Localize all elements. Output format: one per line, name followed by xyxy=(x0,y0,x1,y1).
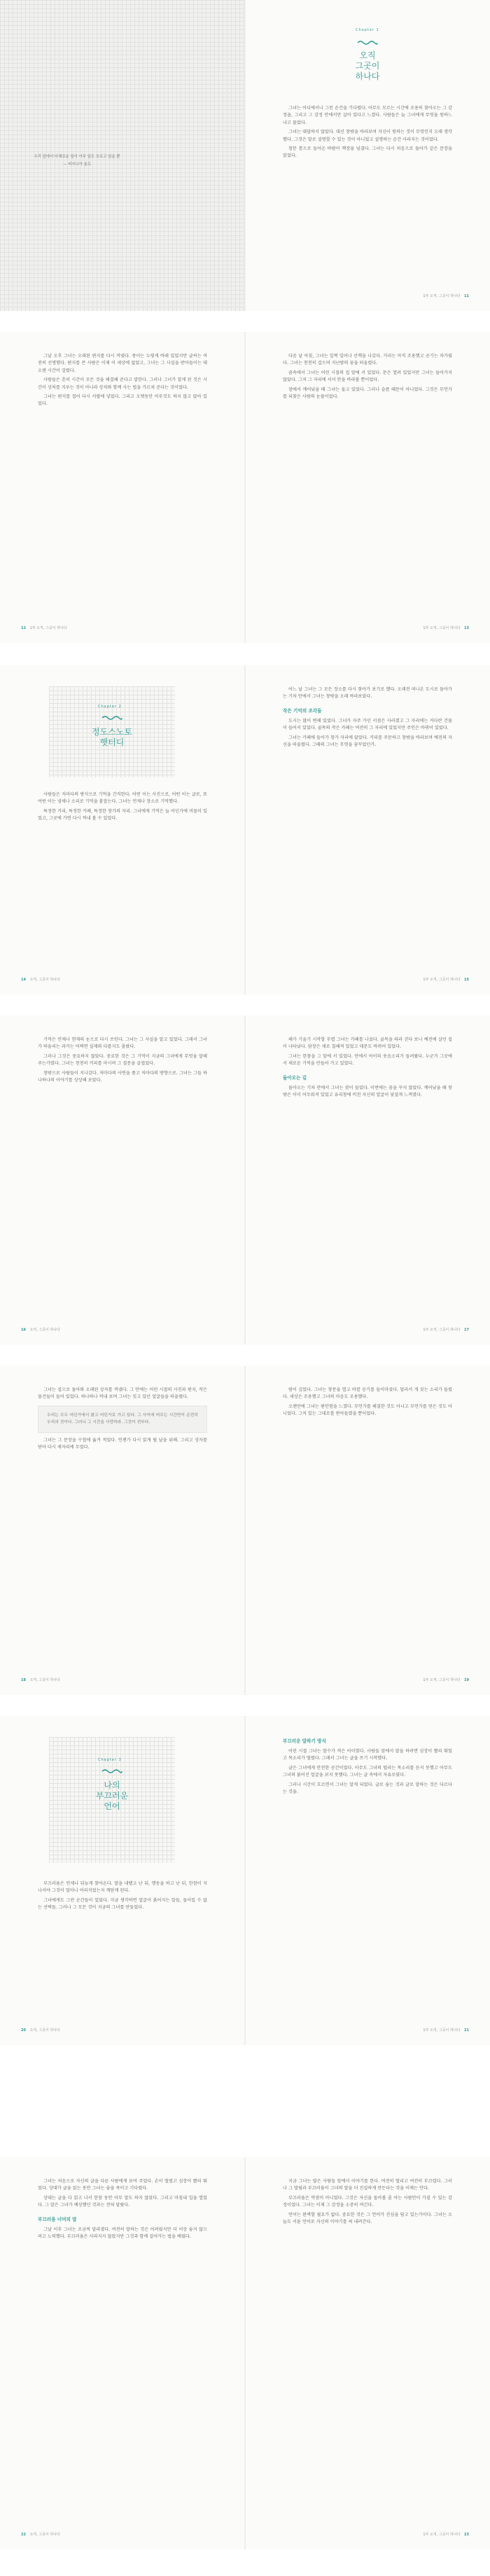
paragraph: 상대는 글을 다 읽고 나서 한참 동안 아무 말도 하지 않았다. 그리고 마침내 입을 열었다. 그 말은 그녀가 예상했던 것과는 전혀 달랐다. xyxy=(38,2195,207,2208)
page-number: 14 xyxy=(21,978,26,982)
chapter-title-line-2: 햇터디 xyxy=(99,738,125,747)
right-page xyxy=(245,332,490,643)
running-head: 1부 오직, 그곳이 하나다 xyxy=(423,1678,461,1682)
page-footer xyxy=(21,1327,60,1332)
spine xyxy=(244,1716,246,2045)
body-text xyxy=(38,1387,207,1451)
paragraph: 돌아오는 기차 안에서 그녀는 잠이 들었다. 이번에는 꿈을 꾸지 않았다. 깨어났을 때 창밖은 이미 어두워져 있었고 유리창에 비친 자신의 얼굴이 낯설게 느껴졌다. xyxy=(283,1085,452,1098)
page-number: 20 xyxy=(21,2028,26,2033)
paragraph: 꿈속에서 그녀는 어린 시절의 집 앞에 서 있었다. 문은 열려 있었지만 그녀는 들어가지 않았다. 그저 그 자리에 서서 안을 바라볼 뿐이었다. xyxy=(283,370,452,383)
chapter-1-page xyxy=(245,0,490,311)
paragraph: 도시는 많이 변해 있었다. 그녀가 자주 가던 서점은 사라졌고 그 자리에는 커다란 건물이 들어서 있었다. 골목의 작은 카페는 여전히 그 자리에 있었지만 주인은 바뀌어 있었다. xyxy=(283,718,452,731)
paragraph: 어린 시절 그녀는 말수가 적은 아이였다. 사람들 앞에서 말을 하려면 심장이 빨리 뛰었고 목소리가 떨렸다. 그래서 그녀는 글을 쓰기 시작했다. xyxy=(283,1749,452,1761)
body-text xyxy=(283,1737,452,1796)
right-page xyxy=(245,1716,490,2045)
page-number: 22 xyxy=(21,2533,26,2537)
chapter-title xyxy=(63,1780,161,1812)
paragraph: 사람들은 흔히 시간이 모든 것을 해결해 준다고 말한다. 그러나 그녀가 알게 된 것은 시간이 상처를 지우는 것이 아니라 상처와 함께 사는 법을 가르쳐 준다는 것이었다. xyxy=(38,378,207,390)
running-head: 1부 오직, 그곳이 하나다 xyxy=(423,2533,461,2537)
paragraph: 잠에서 깨어났을 때 그녀는 울고 있었다. 그러나 슬픔 때문이 아니었다. 그것은 무언가를 되찾은 사람의 눈물이었다. xyxy=(283,387,452,400)
page-number: 17 xyxy=(464,1328,469,1332)
chapter-title-line-3: 하나다 xyxy=(355,71,380,81)
paragraph: 그녀는 어디에서나 그런 순간을 기다렸다. 아무도 모르는 시간에 조용히 찾아오는 그 감정을, 그리고 그 감정 안에서만 살아 있다고 느꼈다. 사람들은 늘 그녀에게 무엇을 원하느냐고 물었다. xyxy=(283,106,452,125)
spine xyxy=(244,1016,246,1345)
paragraph: 그녀에게도 그런 순간들이 있었다. 지금 생각하면 얼굴이 붉어지는 말들, 돌이킬 수 없는 선택들. 그러나 그 모든 것이 지금의 그녀를 만들었다. xyxy=(38,1897,207,1911)
running-head: 1부 오직, 그곳이 하나다 xyxy=(423,626,461,630)
epigraph-page xyxy=(0,0,245,311)
running-head: 오직, 그곳이 하나다 xyxy=(29,978,60,982)
body-text xyxy=(283,2178,452,2226)
paragraph: 어느 날 그녀는 그 모든 장소를 다시 찾아가 보기로 했다. 오래전 떠나온 도시로 돌아가는 기차 안에서 그녀는 창밖을 오래 바라보았다. xyxy=(283,687,452,700)
page-footer xyxy=(21,2532,60,2537)
paragraph: 오랜만에 그녀는 편안함을 느꼈다. 무언가를 해결한 것도 아니고 무언가를 얻은 것도 아니었다. 그저 있는 그대로를 받아들였을 뿐이었다. xyxy=(283,1404,452,1417)
spread-5 xyxy=(0,1366,490,1695)
paragraph: 그녀는 집으로 돌아와 오래된 상자를 꺼냈다. 그 안에는 어린 시절의 사진과 편지, 작은 물건들이 들어 있었다. 하나하나 꺼내 보며 그녀는 잊고 있던 얼굴들을 떠올렸다. xyxy=(38,1387,207,1400)
body-text xyxy=(283,686,452,749)
spread-3 xyxy=(0,665,490,995)
section-heading: 부끄러운 말하기 방식 xyxy=(283,1738,326,1744)
paragraph: 그녀는 편지를 접어 다시 서랍에 넣었다. 그리고 오랫동안 아무것도 하지 않고 앉아 있었다. xyxy=(38,394,207,407)
chapter-title-line-2: 부끄러운 xyxy=(95,1791,129,1801)
chapter-title xyxy=(318,50,416,82)
page-number: 12 xyxy=(21,626,26,630)
left-page xyxy=(0,1366,245,1695)
paragraph: 그러나 그것은 중요하지 않았다. 중요한 것은 그 기억이 지금의 그녀에게 무엇을 말해 주는가였다. 그녀는 천천히 커피를 마시며 그 질문을 곱씹었다. xyxy=(38,1053,207,1067)
chapter-label: Chapter 3 xyxy=(98,1758,122,1762)
page-footer xyxy=(423,2028,469,2033)
page-footer xyxy=(423,1677,469,1682)
running-head: 오직, 그곳이 하나다 xyxy=(29,1678,60,1682)
paragraph: 창밖으로 사람들이 지나갔다. 저마다의 사연을 품고 저마다의 방향으로. 그녀는 그들 하나하나의 이야기를 상상해 보았다. xyxy=(38,1070,207,1083)
chapter-title xyxy=(63,727,161,748)
chapter-title-line-1: 정도스노토 xyxy=(92,727,132,737)
spine xyxy=(244,0,246,311)
spine xyxy=(244,332,246,643)
page-footer xyxy=(21,977,60,982)
paragraph: 부끄러움은 약점이 아니었다. 그것은 자신을 돌아볼 줄 아는 사람만이 가질 수 있는 감정이었다. 그녀는 이제 그 감정을 소중히 여긴다. xyxy=(283,2195,452,2208)
page-footer xyxy=(21,2028,60,2033)
wave-ornament-icon xyxy=(102,1768,122,1775)
chapter-label: Chapter 1 xyxy=(356,28,379,32)
paragraph: 기억은 언제나 현재의 눈으로 다시 쓰인다. 그녀는 그 사실을 알고 있었다. 그래서 그녀가 떠올리는 과거는 어쩌면 실제와 다를지도 몰랐다. xyxy=(38,1037,207,1050)
paragraph: 밤이 깊었다. 그녀는 창문을 열고 바깥 공기를 들이마셨다. 멀리서 개 짖는 소리가 들렸다. 세상은 조용했고 그녀의 마음도 조용했다. xyxy=(283,1387,452,1400)
epigraph xyxy=(28,154,126,168)
body-text xyxy=(283,353,452,401)
epigraph-author: — 버지니아 울프 xyxy=(62,162,92,167)
quote-text: 우리는 모두 어딘가에서 왔고 어딘가로 가고 있다. 그 사이에 머무는 시간만이 온전히 우리의 것이다. 그러니 그 시간을 사랑하라. 그것이 전부다. xyxy=(47,1413,198,1425)
left-page xyxy=(0,2157,245,2549)
paragraph: 그날 오후 그녀는 오래된 편지를 다시 꺼냈다. 종이는 누렇게 바래 있었지만 글씨는 여전히 선명했다. 편지를 쓴 사람은 이제 이 세상에 없었고, 그녀는 그 사실을 받아들이는 데 오랜 시간이 걸렸다. xyxy=(38,354,207,373)
page-number: 16 xyxy=(21,1328,26,1332)
paragraph: 그녀는 한참을 그 앞에 서 있었다. 안에서 아이의 웃음소리가 들려왔다. 누군가 그곳에서 새로운 기억을 만들어 가고 있었다. xyxy=(283,1053,452,1067)
body-text xyxy=(38,353,207,408)
paragraph: 그녀는 대답하지 않았다. 대신 창밖을 바라보며 자신이 원하는 것이 무엇인지 오래 생각했다. 그것은 말로 설명할 수 있는 것이 아니었고 설명하는 순간 사라지는 것이었다. xyxy=(283,130,452,142)
paragraph: 언어는 완벽할 필요가 없다. 중요한 것은 그 언어가 진심을 담고 있는가이다. 그녀는 오늘도 서툰 언어로 자신의 이야기를 써 내려간다. xyxy=(283,2212,452,2225)
page-footer xyxy=(423,2532,469,2537)
page-number: 15 xyxy=(464,978,469,982)
body-text xyxy=(283,1037,452,1099)
wave-ornament-icon xyxy=(102,714,122,721)
page-footer xyxy=(21,625,67,630)
spread-6 xyxy=(0,1716,490,2045)
right-page xyxy=(245,1016,490,1345)
spread-7 xyxy=(0,2157,490,2549)
right-page xyxy=(245,2157,490,2549)
chapter-2-page xyxy=(0,665,245,995)
spine xyxy=(244,1366,246,1695)
spread-2 xyxy=(0,332,490,643)
running-head: 오직, 그곳이 하나다 xyxy=(29,2533,60,2537)
section-heading: 작은 기억의 조각들 xyxy=(283,707,322,714)
body-text xyxy=(38,1037,207,1084)
page-number: 21 xyxy=(464,2028,469,2033)
section-heading: 부끄러움 너머의 말 xyxy=(38,2216,77,2222)
body-text xyxy=(38,2178,207,2241)
page-footer xyxy=(423,625,469,630)
epigraph-quote: 우리 앞에서 다채로운 일이 아무 일도 모르고 있을 뿐 xyxy=(34,155,120,159)
right-page xyxy=(245,665,490,995)
spread-4 xyxy=(0,1016,490,1345)
page-footer xyxy=(423,1327,469,1332)
paragraph: 다음 날 아침, 그녀는 일찍 일어나 산책을 나갔다. 거리는 아직 조용했고 공기는 차가웠다. 그녀는 천천히 걸으며 지난밤의 꿈을 떠올렸다. xyxy=(283,354,452,366)
body-text xyxy=(283,105,452,160)
chapter-title-line-3: 언어 xyxy=(104,1801,120,1811)
page-number: 18 xyxy=(21,1678,26,1682)
paragraph: 해가 기울기 시작할 무렵 그녀는 카페를 나섰다. 골목을 따라 걷다 보니 예전에 살던 집이 나타났다. 담장은 새로 칠해져 있었고 대문도 바뀌어 있었다. xyxy=(283,1037,452,1050)
page-number: 11 xyxy=(464,294,469,298)
chapter-title-line-1: 나의 xyxy=(104,1780,120,1790)
page-number: 23 xyxy=(464,2533,469,2537)
running-head: 1부 오직, 그곳이 하나다 xyxy=(423,1328,461,1332)
wave-ornament-icon xyxy=(357,39,378,46)
body-text xyxy=(38,791,207,823)
paragraph: 그녀는 처음으로 자신의 글을 다른 사람에게 보여 주었다. 손이 떨렸고 심장이 빨리 뛰었다. 상대가 글을 읽는 동안 그녀는 숨을 죽이고 기다렸다. xyxy=(38,2179,207,2191)
chapter-title-line-1: 오직 xyxy=(359,50,376,60)
spine xyxy=(244,2157,246,2549)
running-head: 1부 오직, 그곳이 하나다 xyxy=(29,626,67,630)
paragraph: 지금 그녀는 많은 사람들 앞에서 이야기를 한다. 여전히 떨리고 여전히 부끄럽다. 그러나 그 떨림과 부끄러움이 그녀의 말을 더 진실하게 만든다는 것을 이제는 안다. xyxy=(283,2179,452,2191)
body-text xyxy=(38,1881,207,1912)
paragraph: 글은 그녀에게 안전한 공간이었다. 아무도 그녀의 떨리는 목소리를 듣지 못했고 아무도 그녀의 붉어진 얼굴을 보지 못했다. 그녀는 글 속에서 자유로웠다. xyxy=(283,1765,452,1778)
chapter-label: Chapter 2 xyxy=(98,705,122,709)
page-footer xyxy=(423,293,469,298)
paragraph: 부끄러움은 언제나 뒤늦게 찾아온다. 말을 내뱉고 난 뒤, 행동을 하고 난 뒤, 한참이 지나서야 그것이 얼마나 어리석었는지 깨닫게 된다. xyxy=(38,1881,207,1894)
paragraph: 그녀는 카페에 들어가 창가 자리에 앉았다. 커피를 주문하고 창밖을 바라보며 예전의 자신을 떠올렸다. 그때의 그녀는 무엇을 꿈꾸었던가. xyxy=(283,735,452,748)
spread-1 xyxy=(0,0,490,311)
spine xyxy=(244,665,246,995)
body-text xyxy=(283,1387,452,1418)
running-head: 오직, 그곳이 하나다 xyxy=(29,1328,60,1332)
running-head: 오직, 그곳이 하나다 xyxy=(29,2028,60,2033)
paragraph: 그날 이후 그녀는 조금씩 달라졌다. 여전히 말하는 것은 어려웠지만 더 이상 숨지 않으려고 노력했다. 부끄러움은 사라지지 않았지만 그것과 함께 걸어가는 법을 배웠다. xyxy=(38,2227,207,2240)
page-number: 19 xyxy=(464,1678,469,1682)
running-head: 1부 오직, 그곳이 하나다 xyxy=(423,978,461,982)
paragraph: 그녀는 그 문장을 수첩에 옮겨 적었다. 언젠가 다시 읽게 될 날을 위해. 그리고 상자를 닫아 다시 제자리에 두었다. xyxy=(38,1437,207,1450)
running-head: 1부 오직, 그곳이 하나다 xyxy=(423,2028,461,2033)
chapter-3-page xyxy=(0,1716,245,2045)
paragraph: 창문 틈으로 들어온 바람이 책장을 넘겼다. 그녀는 다시 처음으로 돌아가 같은 문장을 읽었다. xyxy=(283,146,452,159)
paragraph: 사람들은 저마다의 방식으로 기억을 간직한다. 어떤 이는 사진으로, 어떤 이는 글로, 또 어떤 이는 냄새나 소리로 기억을 붙잡는다. 그녀는 언제나 장소로 기억했다. xyxy=(38,792,207,805)
left-page xyxy=(0,1016,245,1345)
page-number: 13 xyxy=(464,626,469,630)
page-footer xyxy=(423,977,469,982)
right-page xyxy=(245,1366,490,1695)
section-heading: 돌아오는 길 xyxy=(283,1074,307,1081)
chapter-title-line-2: 그곳이 xyxy=(355,61,380,71)
paragraph: 특정한 거리, 특정한 카페, 특정한 창가의 자리. 그녀에게 기억은 늘 어딘가에 머물러 있었고, 그곳에 가면 다시 꺼내 볼 수 있었다. xyxy=(38,808,207,822)
page-footer xyxy=(21,1677,60,1682)
left-page xyxy=(0,332,245,643)
running-head: 1부 오직, 그곳이 하나다 xyxy=(423,294,461,298)
quote-box xyxy=(38,1406,207,1433)
paragraph: 그러나 시간이 흐르면서 그녀는 알게 되었다. 글로 숨는 것과 글로 말하는 것은 다르다는 것을. xyxy=(283,1782,452,1795)
